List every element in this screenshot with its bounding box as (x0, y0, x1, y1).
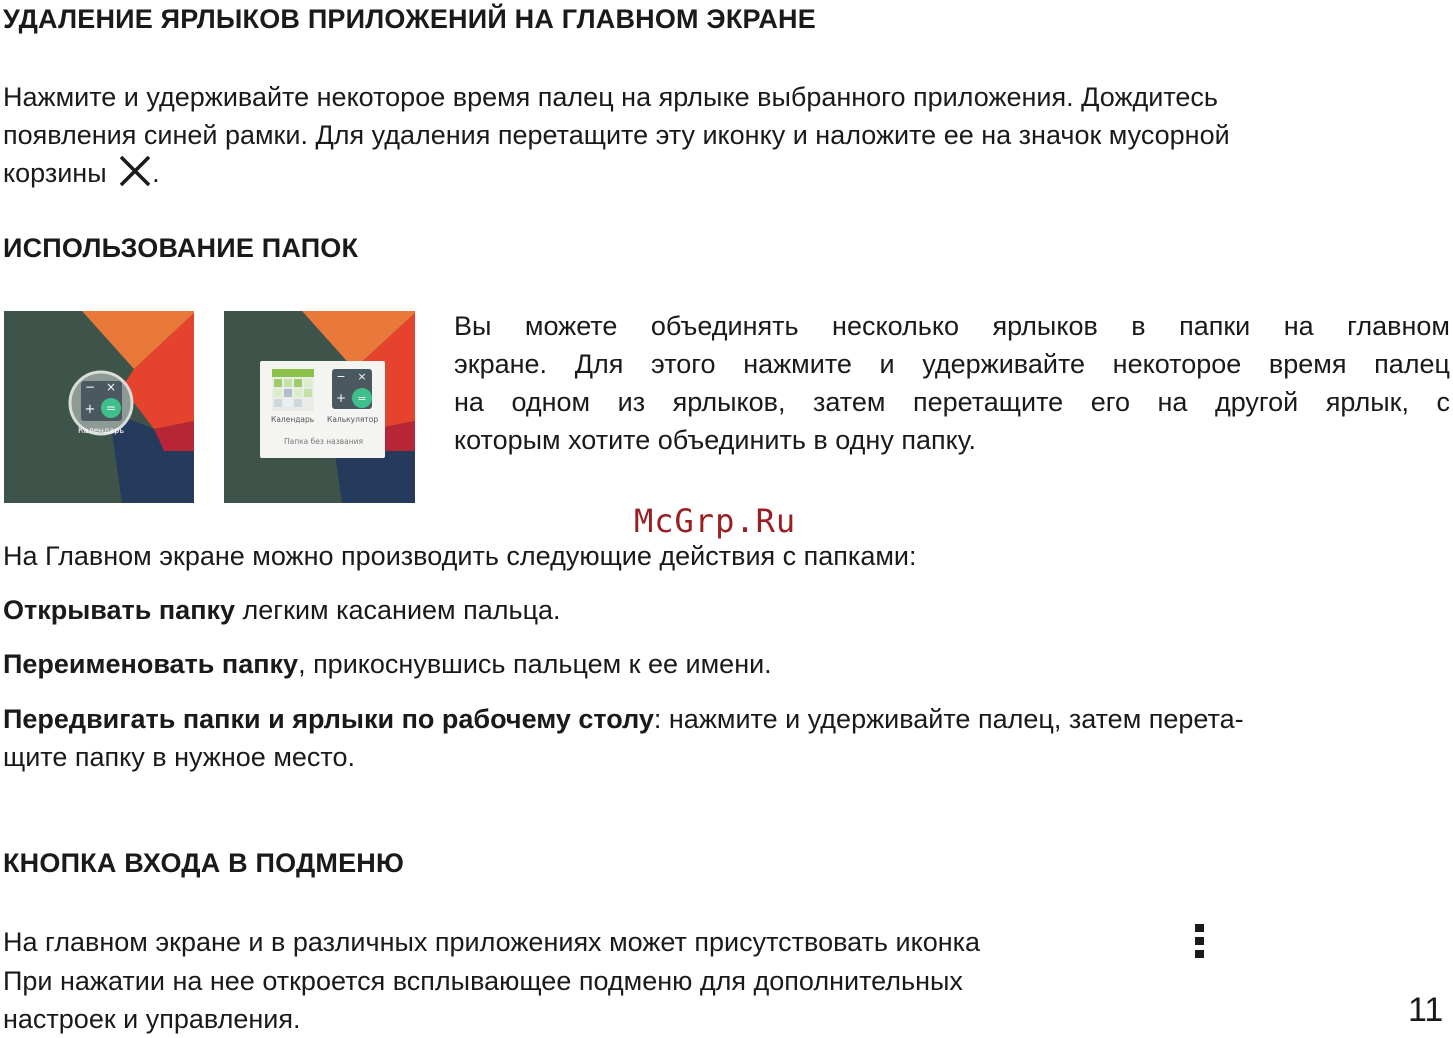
section-heading-remove-shortcuts: УДАЛЕНИЕ ЯРЛЫКОВ ПРИЛОЖЕНИЙ НА ГЛАВНОМ ЭКРАНЕ (3, 4, 816, 34)
svg-text:×: × (357, 370, 367, 383)
action-text: легким касанием пальца. (235, 595, 561, 625)
vertical-dots-icon (1194, 923, 1206, 964)
paragraph-line: появления синей рамки. Для удаления перетащите эту иконку и наложите ее на значок мусорной (3, 120, 1230, 150)
paragraph-line: Нажмите и удерживайте некоторое время палец на ярлыке выбранного приложения. Дождитесь (3, 82, 1218, 112)
period-text: . (152, 158, 160, 188)
paragraph-line: На главном экране и в различных приложениях может присутствовать иконка (3, 927, 981, 957)
folders-description (454, 307, 1450, 459)
paragraph-line: экране. Для этого нажмите и удерживайте некоторое время палец (454, 349, 1450, 379)
close-x-icon (118, 154, 152, 198)
action-text: , прикоснувшись пальцем к ее имени. (298, 649, 772, 679)
svg-text:=: = (357, 392, 367, 405)
watermark: McGrp.Ru (634, 502, 797, 540)
paragraph-line: которым хотите объединить в одну папку. (454, 425, 977, 455)
folder-action-move (3, 700, 1244, 738)
section-heading-submenu-button: КНОПКА ВХОДА В ПОДМЕНЮ (3, 848, 405, 878)
paragraph-line-with-icon (3, 154, 160, 198)
svg-text:×: × (105, 380, 117, 394)
screenshot-folder-open (224, 311, 415, 503)
folder-name-label: Папка без названия (284, 437, 364, 446)
folder-action-rename (3, 645, 772, 683)
action-title: Передвигать папки и ярлыки по рабочему столу (3, 704, 654, 734)
svg-text:+: + (84, 402, 96, 417)
folder-app-label-calendar: Календарь (271, 415, 315, 424)
folder-action-open (3, 591, 561, 629)
paragraph-line: на одном из ярлыков, затем перетащите его на другой ярлык, с (454, 387, 1450, 417)
page-number: 11 (1408, 991, 1444, 1029)
action-title: Переименовать папку (3, 649, 299, 679)
folder-action-move-cont: щите папку в нужное место. (3, 742, 355, 772)
screenshot-drag-shortcut (4, 311, 194, 503)
paragraph-line: настроек и управления. (3, 1004, 301, 1034)
shortcut-label: Календарь (78, 426, 125, 435)
svg-text:−: − (84, 380, 96, 394)
folder-actions-intro: На Главном экране можно производить следующие действия с папками: (3, 541, 917, 571)
action-text: : нажмите и удерживайте палец, затем перета- (653, 704, 1244, 734)
paragraph-line: При нажатии на нее откроется всплывающее подменю для дополнительных (3, 966, 963, 996)
action-title: Открывать папку (3, 595, 236, 625)
paragraph-line: Вы можете объединять несколько ярлыков в папки на главном (454, 311, 1450, 341)
svg-text:+: + (335, 391, 347, 405)
svg-text:−: − (336, 370, 346, 383)
svg-text:=: = (105, 401, 117, 415)
folder-app-label-calculator: Калькулятор (327, 415, 379, 424)
paragraph-text: корзины (3, 158, 107, 188)
section-heading-folders: ИСПОЛЬЗОВАНИЕ ПАПОК (3, 233, 359, 263)
